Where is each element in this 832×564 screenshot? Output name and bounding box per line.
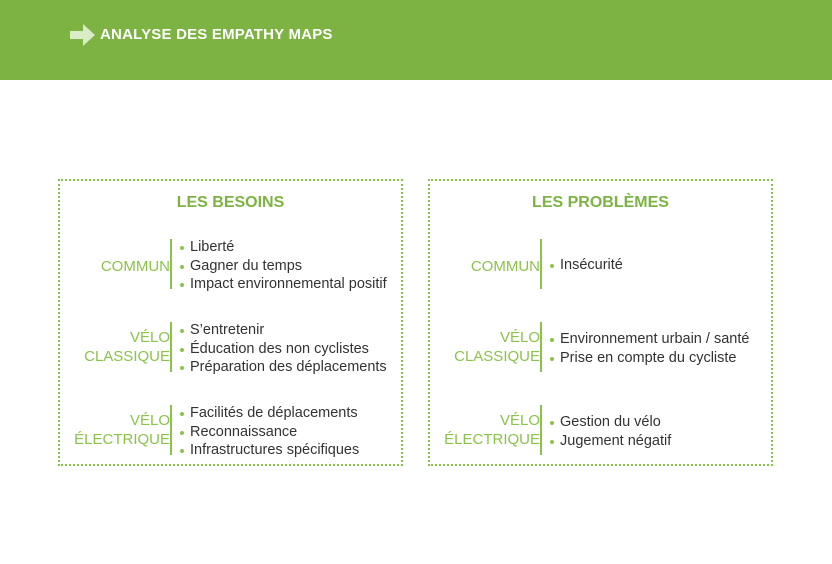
row-items bbox=[180, 404, 359, 460]
row-items bbox=[180, 238, 387, 294]
panel-problemes bbox=[428, 179, 773, 466]
list-item: Éducation des non cyclistes bbox=[180, 340, 387, 359]
list-item: Liberté bbox=[180, 238, 387, 257]
list-item: Impact environnemental positif bbox=[180, 275, 387, 294]
panel-besoins bbox=[58, 179, 403, 466]
row-items bbox=[180, 321, 387, 377]
row-label: VÉLO CLASSIQUE bbox=[454, 329, 540, 365]
list-item: Gagner du temps bbox=[180, 257, 387, 276]
page-title: ANALYSE DES EMPATHY MAPS bbox=[100, 26, 333, 43]
page-header bbox=[0, 0, 832, 80]
row-divider bbox=[170, 322, 172, 372]
row-divider bbox=[540, 405, 542, 455]
row-divider bbox=[540, 322, 542, 372]
list-item: Insécurité bbox=[550, 256, 623, 275]
list-item: Facilités de déplacements bbox=[180, 404, 359, 423]
row-label: COMMUN bbox=[100, 258, 170, 275]
list-item: Jugement négatif bbox=[550, 432, 671, 451]
list-item: S’entretenir bbox=[180, 321, 387, 340]
row-items bbox=[550, 330, 749, 367]
list-item: Prise en compte du cycliste bbox=[550, 349, 749, 368]
row-divider bbox=[170, 405, 172, 455]
panel-title: LES BESOINS bbox=[176, 194, 285, 211]
row-label: VÉLO ÉLECTRIQUE bbox=[74, 412, 170, 448]
row-label: COMMUN bbox=[470, 258, 540, 275]
row-label: VÉLO ÉLECTRIQUE bbox=[444, 412, 540, 448]
row-divider bbox=[540, 239, 542, 289]
list-item: Préparation des déplacements bbox=[180, 358, 387, 377]
row-divider bbox=[170, 239, 172, 289]
row-items bbox=[550, 256, 623, 275]
list-item: Reconnaissance bbox=[180, 423, 359, 442]
list-item: Environnement urbain / santé bbox=[550, 330, 749, 349]
list-item: Gestion du vélo bbox=[550, 413, 671, 432]
panel-title: LES PROBLÈMES bbox=[532, 194, 669, 211]
arrow-right-icon bbox=[70, 23, 96, 47]
list-item: Infrastructures spécifiques bbox=[180, 441, 359, 460]
row-label: VÉLO CLASSIQUE bbox=[84, 329, 170, 365]
row-items bbox=[550, 413, 671, 450]
